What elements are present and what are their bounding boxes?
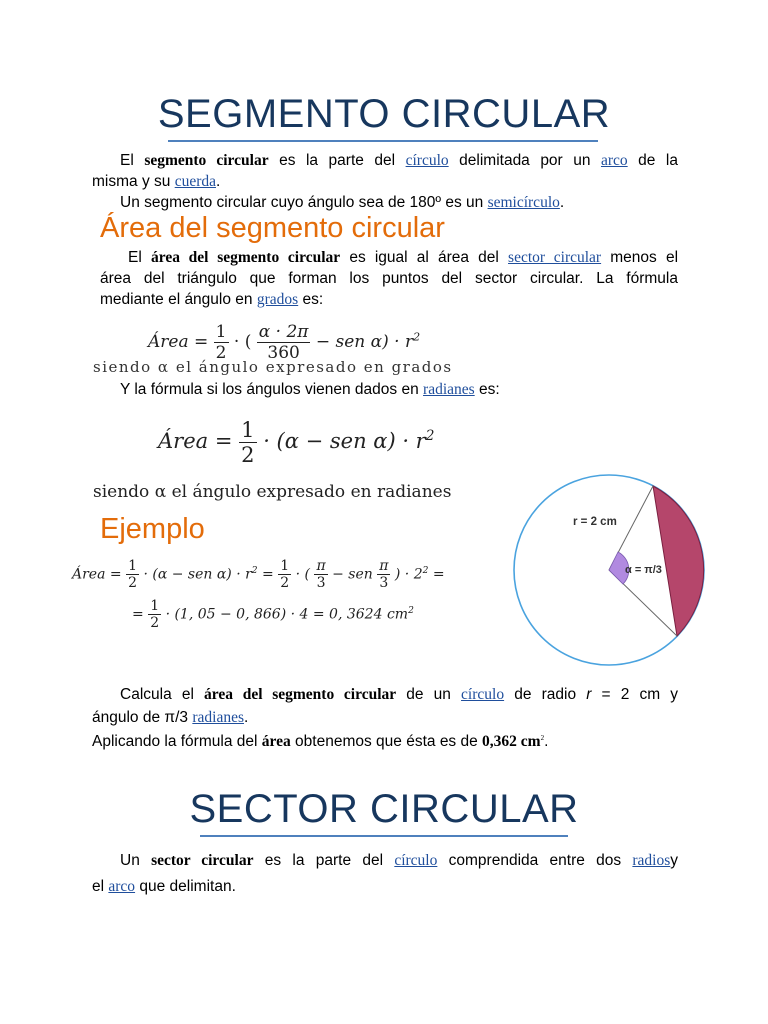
frac-num: π	[316, 558, 326, 574]
frac-den: 2	[280, 575, 290, 591]
text: Aplicando la fórmula del	[92, 733, 258, 751]
exponent: 2	[425, 428, 435, 444]
page-title: SEGMENTO CIRCULAR	[157, 92, 611, 136]
text: .	[559, 194, 565, 211]
text: delimitada por un	[459, 152, 591, 169]
frac-num: α · 2π	[258, 322, 309, 342]
example-statement	[92, 684, 678, 752]
formula-op: ) · 2	[394, 566, 423, 583]
link-arco[interactable]: arco	[600, 152, 628, 169]
formula-op: · (	[295, 566, 310, 583]
frac-den: 2	[241, 443, 255, 467]
link-circulo[interactable]: círculo	[394, 852, 438, 869]
formula-op: · (	[233, 332, 252, 352]
formula-degrees	[148, 322, 420, 363]
link-cuerda[interactable]: cuerda	[174, 173, 216, 190]
section-title-sector: SECTOR CIRCULAR	[189, 787, 579, 831]
term-sector-circular: sector circular	[151, 852, 254, 869]
formula-lhs: Área	[158, 429, 209, 453]
formula-lhs: Área	[148, 332, 189, 352]
title-underline	[200, 835, 568, 837]
text: que delimitan.	[139, 878, 236, 895]
text: el	[92, 878, 105, 895]
sector-definition	[92, 848, 678, 900]
frac-num: 1	[280, 558, 290, 574]
link-radianes[interactable]: radianes	[192, 709, 244, 726]
text: de un	[406, 686, 451, 703]
text: y	[670, 852, 679, 869]
segment-definition-line1	[92, 150, 678, 171]
sector-definition-line1	[92, 848, 678, 874]
frac-den: 3	[316, 575, 326, 591]
example-statement-line2	[92, 707, 678, 728]
text: = 2 cm y	[601, 686, 679, 703]
link-grados[interactable]: grados	[256, 291, 299, 308]
link-semicirculo[interactable]: semicírculo	[487, 194, 560, 211]
formula-rest: − sen α) · r	[315, 332, 414, 352]
text: es la parte del	[279, 152, 396, 169]
exponent: 2	[251, 565, 258, 576]
title-underline	[168, 140, 598, 142]
text: de radio	[514, 686, 577, 703]
text: es:	[302, 291, 324, 308]
exponent: 2	[422, 565, 429, 576]
link-circulo[interactable]: círculo	[405, 152, 449, 169]
sector-definition-line2	[92, 874, 678, 900]
text: es igual al área del	[349, 249, 499, 266]
result-value: 0,362 cm	[482, 733, 541, 751]
formula-rest: · (α − sen α) · r	[143, 566, 252, 583]
semicircle-line	[92, 192, 678, 213]
text: es:	[478, 381, 500, 398]
link-radianes[interactable]: radianes	[423, 381, 475, 398]
frac-den: 360	[267, 343, 300, 363]
radians-intro	[120, 379, 500, 400]
equals: =	[132, 606, 144, 623]
text: .	[243, 709, 249, 726]
formula-op: − sen	[332, 566, 373, 583]
equals: =	[214, 429, 233, 453]
section-heading-example: Ejemplo	[100, 513, 205, 545]
exponent: 2	[408, 605, 414, 616]
text: es la parte del	[264, 852, 384, 869]
text: menos el	[610, 249, 679, 266]
frac-num: π	[379, 558, 389, 574]
area-definition-line1	[100, 247, 678, 268]
frac-num: 1	[241, 418, 255, 442]
angle-label: α = π/3	[625, 564, 662, 576]
segment-definition	[92, 150, 678, 213]
text: .	[544, 733, 549, 751]
text: Calcula el	[120, 686, 194, 703]
frac-num: 1	[215, 322, 227, 342]
text: obtenemos que ésta es de	[295, 733, 478, 751]
text: de la	[638, 152, 678, 169]
formula-lhs: Área =	[72, 566, 122, 583]
link-sector-circular[interactable]: sector circular	[508, 249, 602, 266]
text: ángulo de π/3	[92, 709, 189, 726]
term-area: área	[261, 733, 291, 751]
example-statement-line1	[92, 684, 678, 705]
equals: =	[432, 566, 445, 583]
frac-den: 2	[128, 575, 137, 591]
formula-example-line2	[132, 598, 414, 631]
formula-radians-caption: siendo α el ángulo expresado en radianes	[93, 482, 452, 502]
frac-den: 2	[150, 615, 160, 631]
link-arco[interactable]: arco	[108, 878, 136, 895]
text: Un	[120, 852, 140, 869]
link-radios[interactable]: radios	[632, 852, 671, 869]
area-definition-line2: área del triángulo que forman los puntos del sector circular. La fórmula	[100, 270, 678, 287]
text: El	[120, 152, 134, 169]
text: mediante el ángulo en	[100, 291, 253, 308]
example-result	[92, 728, 678, 752]
link-circulo[interactable]: círculo	[461, 686, 505, 703]
area-definition-line3	[100, 289, 678, 310]
text: .	[216, 173, 221, 190]
exponent: 2	[413, 330, 421, 344]
segment-figure	[505, 472, 715, 674]
segment-definition-line2	[92, 171, 678, 192]
frac-num: 1	[128, 558, 137, 574]
frac-den: 3	[379, 575, 389, 591]
frac-den: 2	[215, 343, 227, 363]
equals: =	[262, 566, 274, 583]
text: misma y su	[92, 173, 171, 190]
section-heading-area: Área del segmento circular	[100, 212, 445, 244]
area-definition	[100, 247, 678, 310]
formula-radians	[158, 418, 434, 467]
formula-rest: · (α − sen α) · r	[263, 429, 426, 453]
equals: =	[194, 332, 209, 352]
term-area-segmento: área del segmento circular	[150, 249, 341, 266]
frac-num: 1	[150, 598, 160, 614]
term-segmento-circular: segmento circular	[144, 152, 269, 169]
text: El	[128, 249, 142, 266]
exponent: 2	[540, 734, 545, 742]
radius-symbol: r	[586, 686, 592, 703]
text: comprendida entre dos	[448, 852, 622, 869]
term-area-segmento: área del segmento circular	[204, 686, 397, 703]
text: Y la fórmula si los ángulos vienen dados en	[120, 381, 419, 398]
formula-rest: · (1, 05 − 0, 866) · 4 = 0, 3624 cm	[165, 606, 409, 623]
radius-label: r = 2 cm	[573, 516, 617, 528]
formula-degrees-caption: siendo α el ángulo expresado en grados	[93, 358, 453, 376]
formula-example-line1	[72, 558, 445, 591]
text: Un segmento circular cuyo ángulo sea de 180º es un	[120, 194, 484, 211]
